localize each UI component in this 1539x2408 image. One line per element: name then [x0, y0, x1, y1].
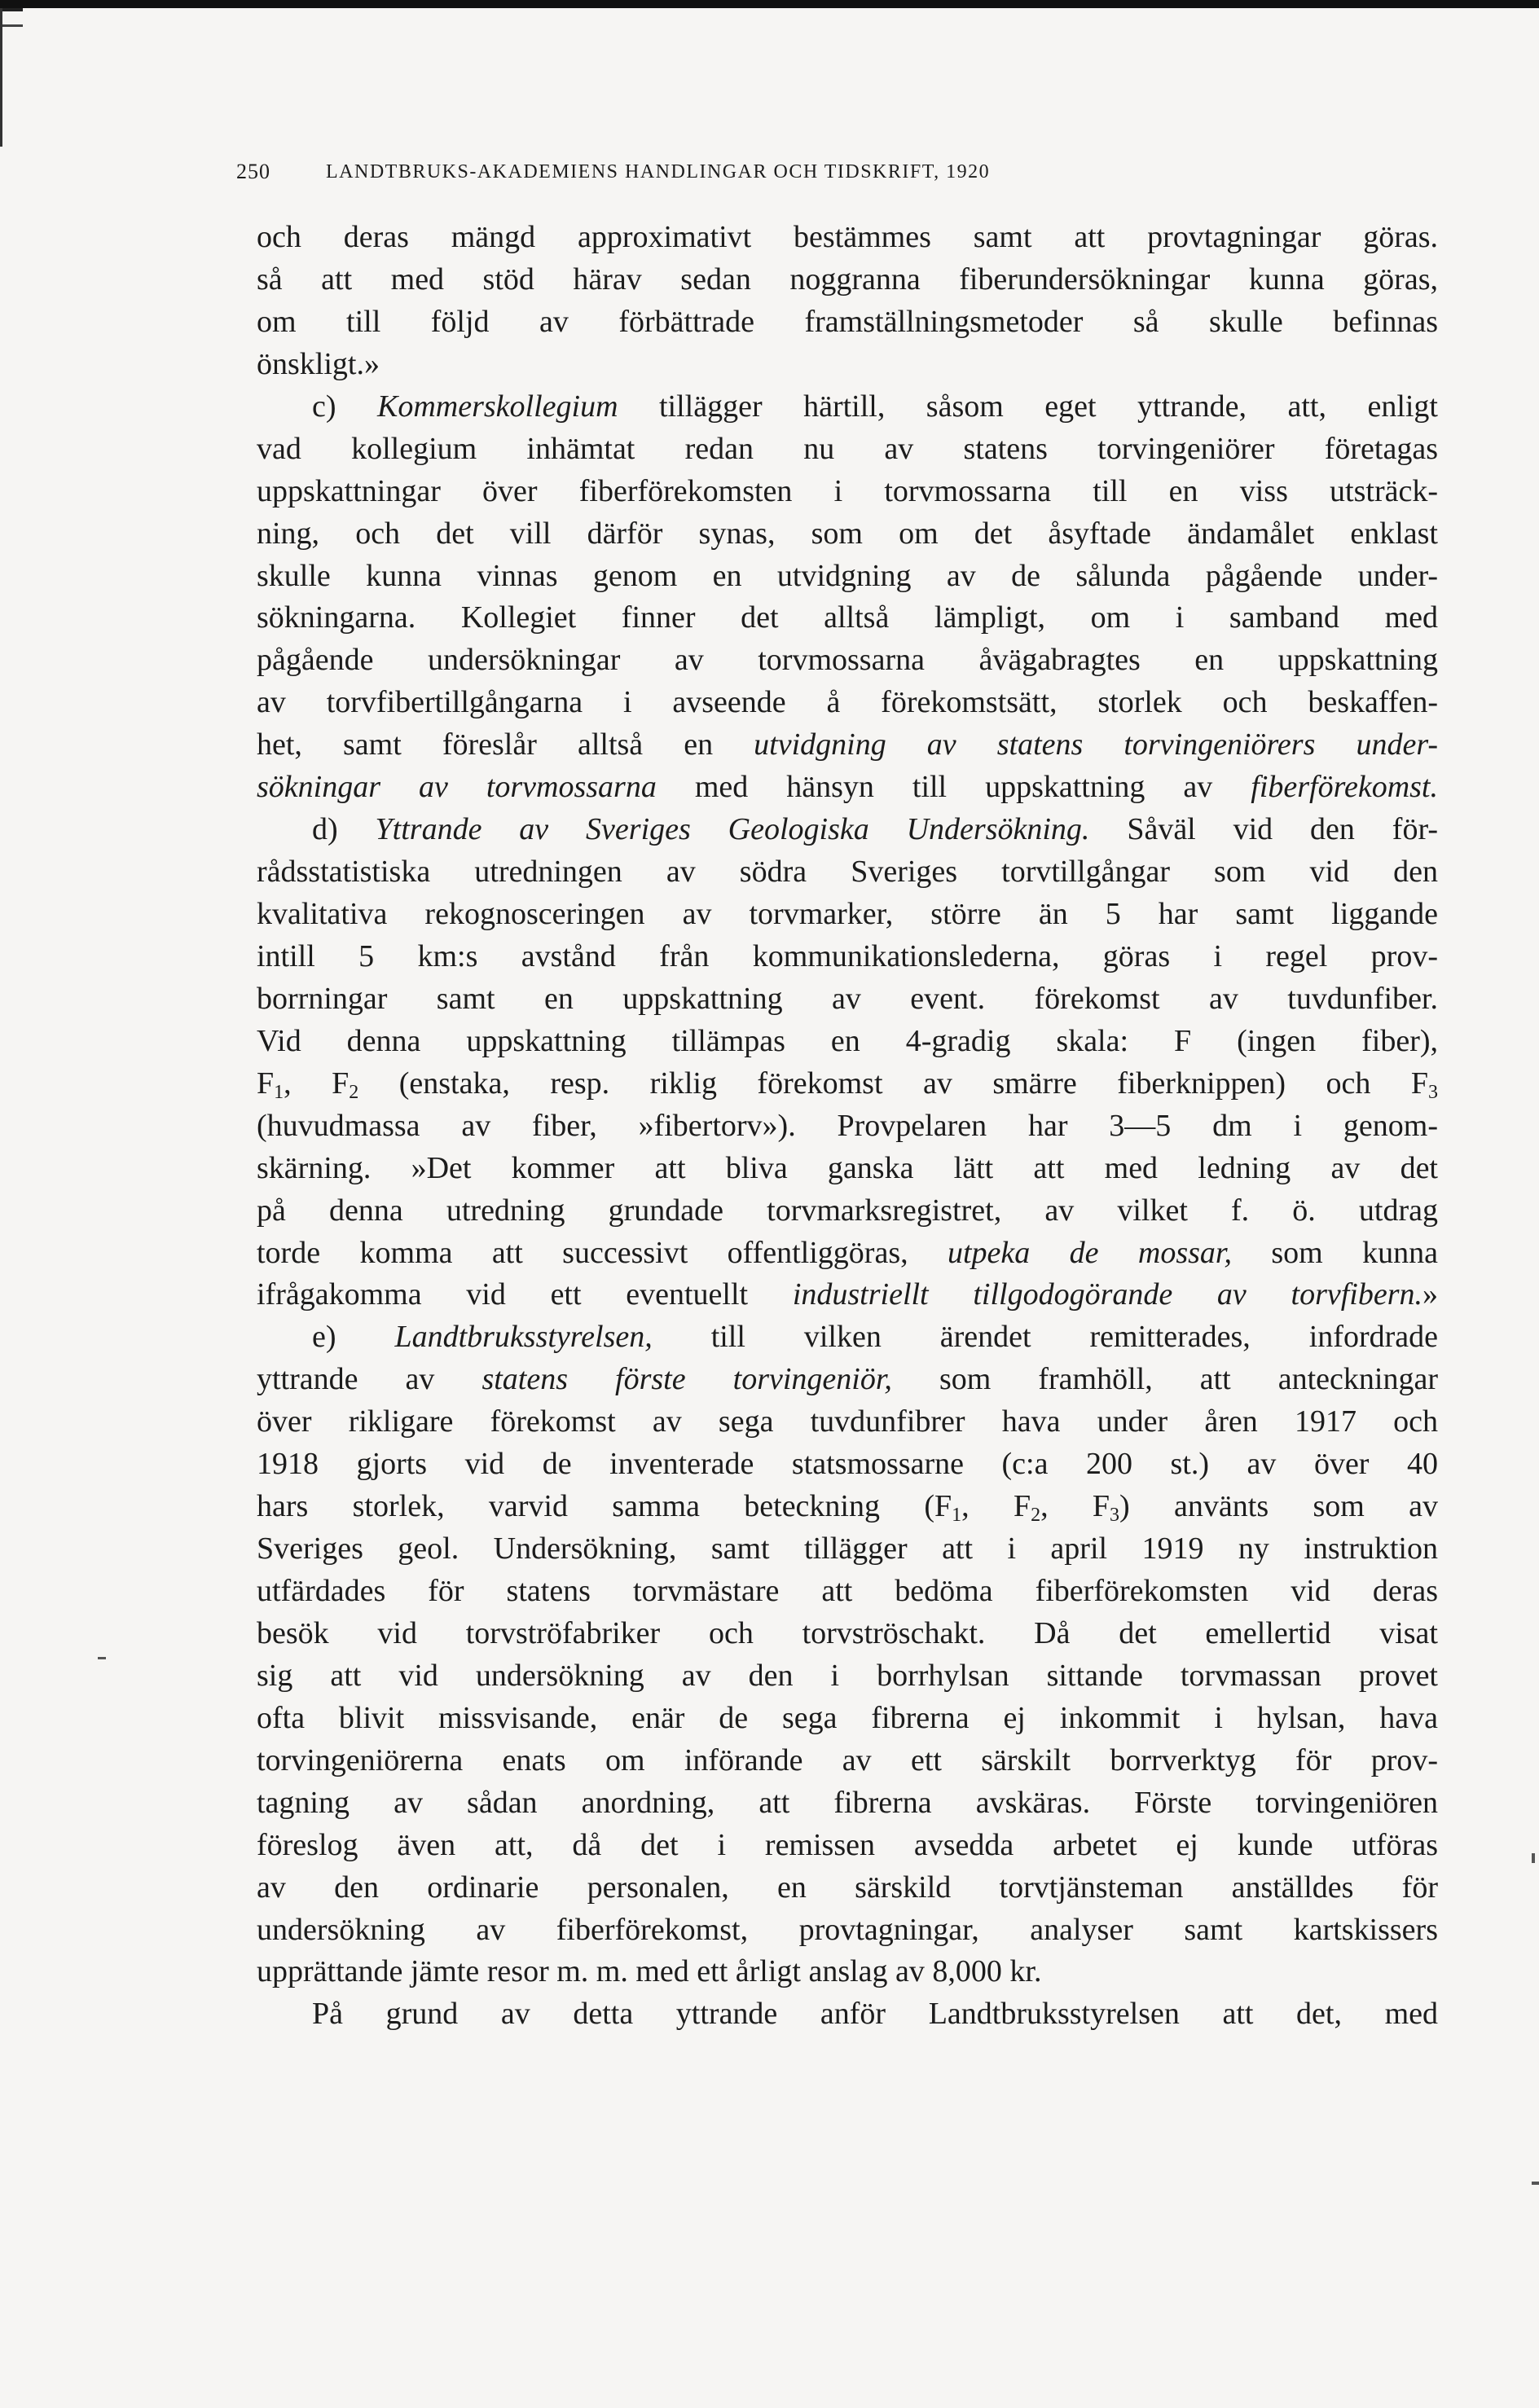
text-line	[257, 471, 1438, 513]
text-run: om till följd av förbättrade framställningsmetoder så skulle befinnas	[257, 304, 1438, 339]
italic-text: Kommerskollegium	[377, 389, 618, 424]
text-run: (enstaka, resp. riklig förekomst av smärre fiberknippen) och F	[358, 1066, 1428, 1101]
text-run: pågående undersökningar av torvmossarna åvägabragtes en uppskattning	[257, 643, 1438, 678]
body-text	[257, 217, 1438, 2036]
text-run: sökningarna. Kollegiet finner det alltså lämpligt, om i samband med	[257, 600, 1438, 635]
running-head	[236, 160, 1434, 192]
subscript: 2	[349, 1081, 359, 1103]
text-line	[257, 978, 1438, 1021]
journal-title: LANDTBRUKS-AKADEMIENS HANDLINGAR OCH TIDSKRIFT, 1920	[326, 161, 991, 182]
text-line	[257, 1274, 1438, 1316]
text-run: F	[257, 1066, 275, 1101]
text-line	[257, 1105, 1438, 1148]
text-line	[257, 1401, 1438, 1443]
text-run: torvingeniörerna enats om införande av ett särskilt borrverktyg för prov-	[257, 1742, 1438, 1777]
text-line	[257, 1528, 1438, 1571]
text-run: ning, och det vill därför synas, som om det åsyftade ändamålet enklast	[257, 516, 1438, 551]
text-run: skärning. »Det kommer att bliva ganska lätt att med ledning av det	[257, 1150, 1438, 1185]
subscript: 1	[952, 1505, 962, 1527]
text-line	[257, 1063, 1438, 1105]
text-run: undersökning av fiberförekomst, provtagningar, analyser samt kartskissers	[257, 1912, 1438, 1947]
scan-edge-left	[0, 8, 2, 147]
text-run: tillägger härtill, såsom eget yttrande, att, enligt	[618, 389, 1438, 424]
text-line	[257, 217, 1438, 259]
text-line	[257, 1486, 1438, 1528]
text-line	[257, 556, 1438, 598]
subscript: 3	[1428, 1081, 1438, 1103]
text-run: , F	[961, 1489, 1031, 1524]
text-run: tagning av sådan anordning, att fibrerna avskäras. Förste torvingeniören	[257, 1785, 1438, 1820]
text-line	[257, 1867, 1438, 1909]
text-run: besök vid torvströfabriker och torvströschakt. Då det emellertid visat	[257, 1615, 1438, 1650]
text-run: Vid denna uppskattning tillämpas en 4-gradig skala: F (ingen fiber),	[257, 1023, 1438, 1058]
text-run: med hänsyn till uppskattning av	[656, 770, 1251, 805]
text-line	[257, 1740, 1438, 1782]
text-run: »	[1422, 1277, 1438, 1312]
text-run: ofta blivit missvisande, enär de sega fibrerna ej inkommit i hylsan, hava	[257, 1700, 1438, 1735]
text-run: (huvudmassa av fiber, »fibertorv»). Provpelaren har 3—5 dm i genom-	[257, 1108, 1438, 1143]
italic-text: sökningar av torvmossarna	[257, 770, 657, 805]
text-run: 1918 gjorts vid de inventerade statsmossarne (c:a 200 st.) av över 40	[257, 1447, 1438, 1482]
text-line	[257, 597, 1438, 639]
text-run: uppskattningar över fiberförekomsten i torvmossarna till en viss utsträck-	[257, 473, 1438, 508]
text-line	[257, 809, 1438, 851]
text-line	[257, 1782, 1438, 1825]
text-line	[257, 1993, 1438, 2036]
italic-text: utpeka de mossar,	[948, 1235, 1233, 1270]
stray-mark	[1532, 1853, 1535, 1863]
scan-edge-mark	[0, 8, 23, 27]
text-line	[257, 386, 1438, 428]
stray-mark	[98, 1657, 106, 1659]
text-line	[257, 428, 1438, 471]
text-run: d)	[312, 812, 376, 847]
text-line	[257, 682, 1438, 724]
text-line	[257, 894, 1438, 936]
text-line	[257, 639, 1438, 682]
text-line	[257, 1359, 1438, 1401]
text-line	[257, 767, 1438, 809]
text-run: föreslog även att, då det i remissen avsedda arbetet ej kunde utföras	[257, 1827, 1438, 1862]
text-run: e)	[312, 1320, 395, 1355]
text-line	[257, 1316, 1438, 1359]
text-line	[257, 1909, 1438, 1952]
text-run: över rikligare förekomst av sega tuvdunfibrer hava under åren 1917 och	[257, 1404, 1438, 1439]
text-line	[257, 724, 1438, 767]
scan-edge-top	[0, 0, 1539, 8]
text-line	[257, 301, 1438, 344]
text-run: av den ordinarie personalen, en särskild torvtjänsteman anställdes för	[257, 1870, 1438, 1905]
text-line	[257, 1825, 1438, 1867]
text-run: så att med stöd härav sedan noggranna fiberundersökningar kunna göras,	[257, 261, 1438, 297]
text-run: önskligt.»	[257, 346, 380, 381]
text-run: intill 5 km:s avstånd från kommunikationslederna, göras i regel prov-	[257, 938, 1438, 973]
text-run: rådsstatistiska utredningen av södra Sveriges torvtillgångar som vid den	[257, 855, 1438, 890]
text-line	[257, 513, 1438, 556]
text-line	[257, 851, 1438, 894]
text-run: , F	[1040, 1489, 1110, 1524]
text-run: , F	[284, 1066, 350, 1101]
text-line	[257, 1443, 1438, 1486]
page-number: 250	[236, 160, 270, 183]
text-run: På grund av detta yttrande anför Landtbruksstyrelsen att det, med	[312, 1997, 1438, 2032]
italic-text: statens förste torvingeniör,	[481, 1362, 892, 1397]
text-run: som framhöll, att anteckningar	[891, 1362, 1438, 1397]
text-line	[257, 1021, 1438, 1063]
text-run: borrningar samt en uppskattning av event. förekomst av tuvdunfiber.	[257, 981, 1438, 1016]
text-run: skulle kunna vinnas genom en utvidgning av de sålunda pågående under-	[257, 558, 1438, 593]
italic-text: Landtbruksstyrelsen,	[394, 1320, 653, 1355]
text-run: som kunna	[1232, 1235, 1438, 1270]
text-run: på denna utredning grundade torvmarksregistret, av vilket f. ö. utdrag	[257, 1193, 1438, 1228]
text-run: Såväl vid den för-	[1089, 812, 1438, 847]
text-line	[257, 1951, 1438, 1993]
text-run: hars storlek, varvid samma beteckning (F	[257, 1489, 952, 1524]
text-line	[257, 1571, 1438, 1613]
text-run: ) använts som av	[1119, 1489, 1438, 1524]
text-line	[257, 1613, 1438, 1655]
italic-text: utvidgning av statens torvingeniörers under-	[754, 727, 1438, 762]
subscript: 2	[1031, 1505, 1041, 1527]
italic-text: industriellt tillgodogörande av torvfibern.	[792, 1277, 1422, 1312]
text-run: Sveriges geol. Undersökning, samt tillägger att i april 1919 ny instruktion	[257, 1531, 1438, 1567]
italic-text: Yttrande av Sveriges Geologiska Undersökning.	[375, 812, 1090, 847]
text-line	[257, 1698, 1438, 1740]
text-line	[257, 936, 1438, 978]
text-line	[257, 1655, 1438, 1698]
subscript: 1	[274, 1081, 284, 1103]
text-run: c)	[312, 389, 377, 424]
italic-text: fiberförekomst.	[1251, 770, 1438, 805]
text-line	[257, 1148, 1438, 1190]
text-run: utfärdades för statens torvmästare att bedöma fiberförekomsten vid deras	[257, 1574, 1438, 1608]
text-line	[257, 1190, 1438, 1233]
text-run: kvalitativa rekognosceringen av torvmarker, större än 5 har samt liggande	[257, 897, 1438, 931]
text-run: torde komma att successivt offentliggöras,	[257, 1235, 948, 1270]
text-line	[257, 344, 1438, 386]
text-run: upprättande jämte resor m. m. med ett årligt anslag av 8,000 kr.	[257, 1954, 1042, 1989]
text-run: yttrande av	[257, 1362, 482, 1397]
text-line	[257, 259, 1438, 301]
subscript: 3	[1110, 1505, 1120, 1527]
text-run: till vilken ärendet remitterades, infordrade	[652, 1320, 1438, 1355]
text-run: av torvfibertillgångarna i avseende å förekomstsätt, storlek och beskaffen-	[257, 685, 1438, 720]
text-run: ifrågakomma vid ett eventuellt	[257, 1277, 793, 1312]
text-run: sig att vid undersökning av den i borrhylsan sittande torvmassan provet	[257, 1658, 1438, 1693]
text-run: vad kollegium inhämtat redan nu av statens torvingeniörer företagas	[257, 431, 1438, 466]
text-line	[257, 1233, 1438, 1275]
text-run: het, samt föreslår alltså en	[257, 727, 754, 762]
stray-mark	[1532, 2182, 1539, 2185]
text-run: och deras mängd approximativt bestämmes samt att provtagningar göras.	[257, 220, 1438, 254]
